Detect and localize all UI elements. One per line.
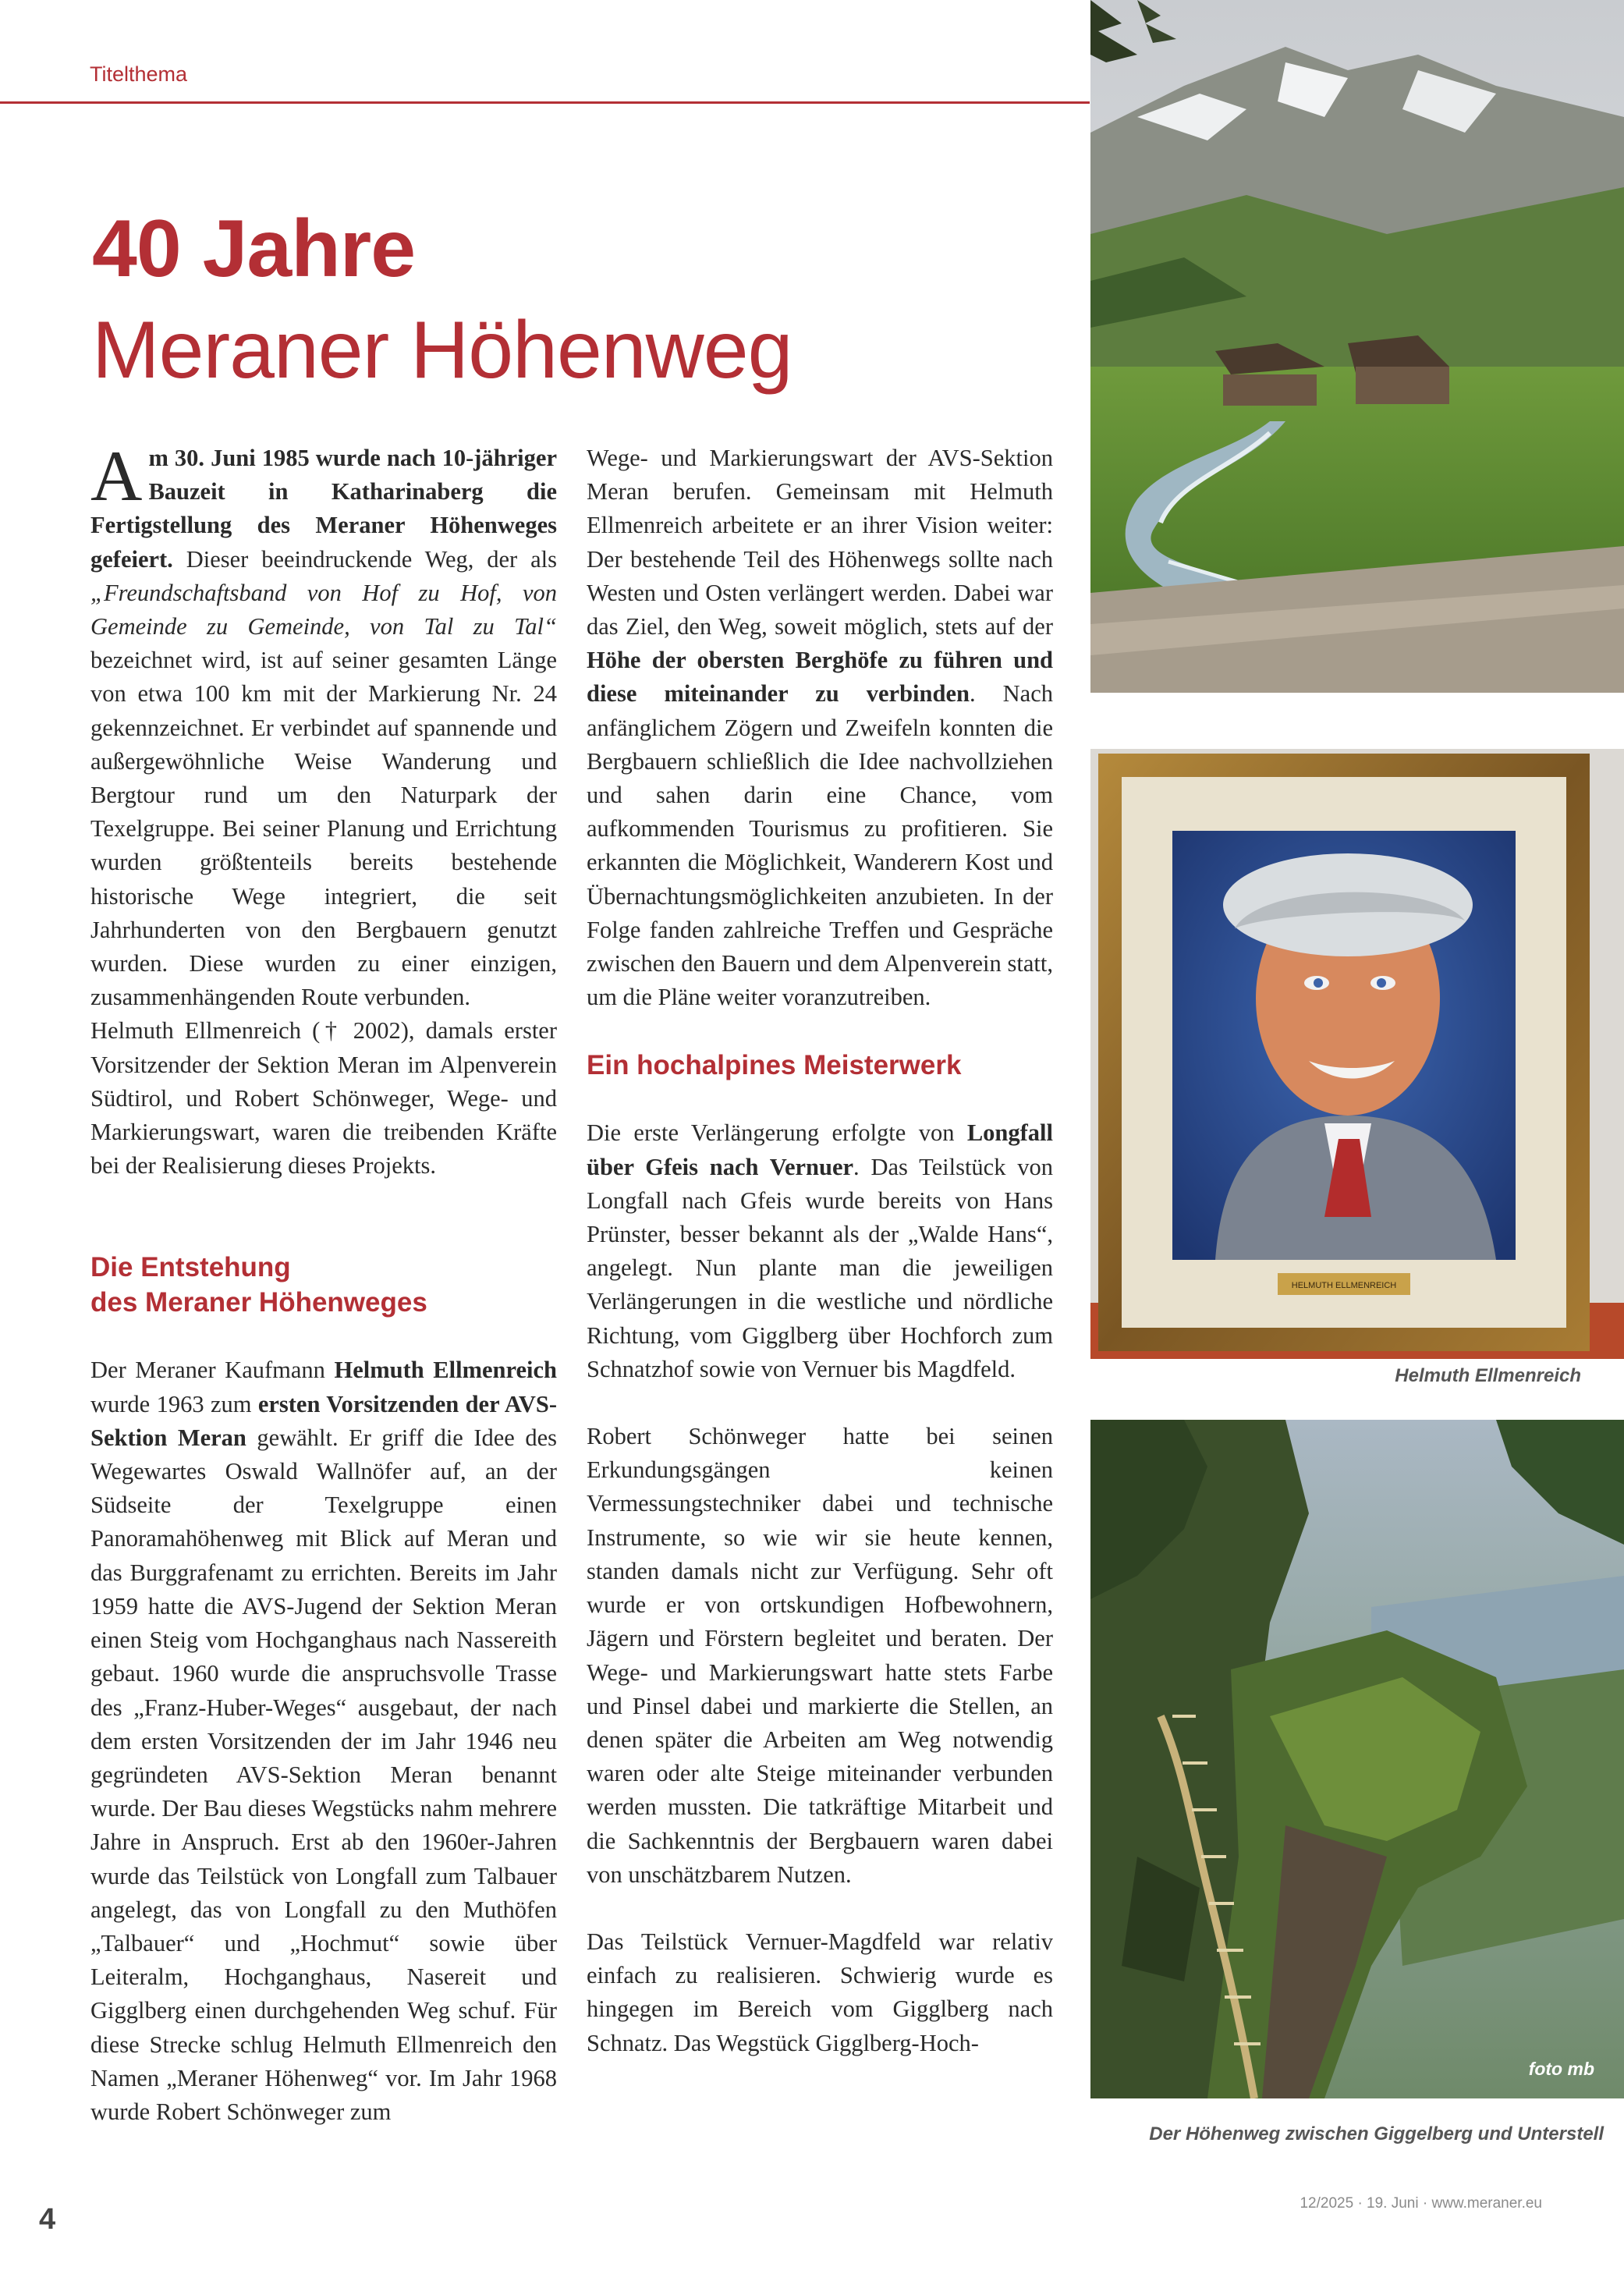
intro-paragraph (90, 436, 557, 1014)
intro-quote: „Freundschaftsband von Hof zu Hof, von Gemeinde zu Gemeinde, von Tal zu Tal“ (90, 579, 557, 640)
trail-photo (1090, 1420, 1624, 2098)
portrait-plaque-text: HELMUTH ELLMENREICH (1291, 1281, 1397, 1290)
spacer (90, 1320, 557, 1353)
drop-cap: A (90, 436, 143, 516)
spacer (90, 1216, 557, 1250)
paragraph-vernuer: Das Teilstück Vernuer-Magdfeld war relativ einfach zu realisieren. Schwierig wurde es hingegen im Bereich vom Gigglberg nach Schnatz. Das Wegstück Gigglberg-Hoch- (587, 1928, 1053, 2056)
paragraph-origin (90, 1353, 557, 2129)
spacer (90, 1183, 557, 1216)
photo-credit: foto mb (1528, 2059, 1594, 2079)
paragraph-vision (587, 442, 1053, 1014)
origin-text-c: wurde 1963 zum (90, 1390, 258, 1417)
paragraph-extension (587, 1116, 1053, 1386)
portrait-caption: Helmuth Ellmenreich (1395, 1365, 1581, 1386)
subheading-masterpiece: Ein hochalpines Meisterwerk (587, 1050, 962, 1081)
paragraph-surveying: Robert Schönweger hatte bei seinen Erkundungsgängen keinen Vermessungstechniker dabei und technische Instrumente, so wie wir sie heute kennen, standen damals nicht zur Verfügung. Sehr oft wurde er von ortskundigen Hofbewohnern, Jägern und Förstern begleitet und beraten. Der Wege- und Markierungswart hatte stets Farbe und Pinsel dabei und markierte die Stellen, an denen später die Arbeiten am Weg notwendig waren oder alte Steige miteinander verbunden werden mussten. Die tatkräftige Mitarbeit und die Sachkenntnis der Bergbauern waren dabei von unschätzbarem Nutzen. (587, 1423, 1053, 1888)
spacer (587, 1386, 1053, 1420)
left-text-column (90, 436, 558, 2129)
article-title-line2: Meraner Höhenweg (92, 305, 792, 396)
subheading-origin-line2: des Meraner Höhenweges (90, 1287, 427, 1318)
vision-text-b: . Nach anfänglichem Zögern und Zweifeln konnten die Bergbauern schließlich die Idee nachvollziehen und sahen darin eine Chance, vom aufkommenden Tourismus zu profitieren. Sie erkannten die Möglichkeit, Wanderern Kost und Übernachtungsmöglichkeiten anzubieten. In der Folge fanden zahlreiche Treffen und Gespräche zwischen den Bauern und dem Alpenverein statt, um die Pläne weiter voranzutreiben. (587, 680, 1053, 1011)
origin-bold-name: Helmuth Ellmenreich (334, 1357, 558, 1384)
article-title-line1: 40 Jahre (92, 204, 416, 294)
origin-text-d: gewählt. Er griff die Idee des Wegewartes Oswald Wallnöfer auf, an der Südseite der Texelgruppe einen Panoramahöhenweg mit Blick auf Meran und das Burggrafenamt zu errichten. Bereits im Jahr 1959 hatte die AVS-Jugend der Sektion Meran einen Steig vom Hochganghaus nach Nassereith gebaut. 1960 wurde die anspruchsvolle Trasse des „Franz-Huber-Weges“ ausgebaut, der nach dem ersten Vorsitzenden der im Jahr 1946 neu gegründeten AVS-Sektion Meran benannt wurde. Der Bau dieses Wegstücks nahm mehrere Jahre in Anspruch. Erst ab den 1960er-Jahren wurde das Teilstück von Longfall zum Talbauer angelegt, das von Longfall zu den Muthöfen „Talbauer“ und „Hochmut“ sowie über Leiteralm, Hochganghaus, Nasereit und Gigglberg einen durchgehenden Weg schuf. Für diese Strecke schlug Helmuth Ellmenreich den Namen „Meraner Höhenweg“ vor. Im Jahr 1968 wurde Robert Schönweger zum (90, 1424, 557, 2125)
spacer (587, 1014, 1053, 1048)
subheading-origin (90, 1250, 557, 1320)
page-number: 4 (39, 2203, 56, 2236)
vision-text-a: Wege- und Markierungswart der AVS-Sektion Meran berufen. Gemeinsam mit Helmuth Ellmenreich arbeitete er an ihrer Vision weiter: Der bestehende Teil des Höhenwegs sollte nach Westen und Osten verlängert werden. Dabei war das Ziel, den Weg, soweit möglich, stets auf der (587, 445, 1053, 640)
spacer (587, 1892, 1053, 1925)
extension-text-a: Die erste Verlängerung erfolgte von (587, 1119, 967, 1147)
paragraph-founders: Helmuth Ellmenreich († 2002), damals erster Vorsitzender der Sektion Meran im Alpenverein Südtirol, und Robert Schönweger, Wege- und Markierungswart, waren die treibenden Kräfte bei der Realisierung dieses Projekts. (90, 1017, 557, 1180)
extension-bold: Longfall über Gfeis nach Vernuer (587, 1119, 1053, 1180)
subheading-origin-line1: Die Entstehung (90, 1252, 291, 1283)
origin-text-a: Der Meraner Kaufmann (90, 1357, 335, 1384)
trail-caption: Der Höhenweg zwischen Giggelberg und Unterstell (1149, 2123, 1604, 2144)
extension-text-b: . Das Teilstück von Longfall nach Gfeis wurde bereits von Hans Prünster, besser bekannt als der „Walde Hans“, angelegt. Nun plante man die jeweiligen Verlängerungen in die westliche und nördliche Richtung, vom Gigglberg über Hochforch zum Schnatzhof sowie von Vernuer bis Magdfeld. (587, 1153, 1053, 1382)
vision-bold: Höhe der obersten Berghöfe zu führen und diese miteinander zu verbinden (587, 647, 1053, 708)
intro-lead: m 30. Juni 1985 wurde nach 10-jähriger Bauzeit in Katharinaberg die Fertigstellung des Meraner Höhenweges gefeiert. (90, 445, 557, 573)
header-rule (0, 101, 1090, 104)
intro-text-a: Dieser beeindruckende Weg, der als (172, 545, 557, 573)
middle-text-column (587, 442, 1053, 2060)
issue-footer: 12/2025 · 19. Juni · www.meraner.eu (1300, 2195, 1542, 2212)
section-label: Titelthema (90, 62, 188, 86)
portrait-photo (1090, 749, 1624, 1359)
mountain-valley-photo (1090, 0, 1624, 693)
spacer (587, 1083, 1053, 1116)
intro-text-b: bezeichnet wird, ist auf seiner gesamten Länge von etwa 100 km mit der Markierung Nr. 24 gekennzeichnet. Er verbindet auf spannende und außergewöhnliche Weise Wanderung und Bergtour rund um den Naturpark der Texelgruppe. Bei seiner Planung und Errichtung wurden größtenteils bereits bestehende historische Wege integriert, die seit Jahrhunderten von den Bergbauern genutzt wurden. Diese wurden zu einer einzigen, zusammenhängenden Route verbunden. (90, 647, 557, 1011)
origin-bold-role: ersten Vorsitzenden der AVS-Sektion Meran (90, 1390, 557, 1451)
